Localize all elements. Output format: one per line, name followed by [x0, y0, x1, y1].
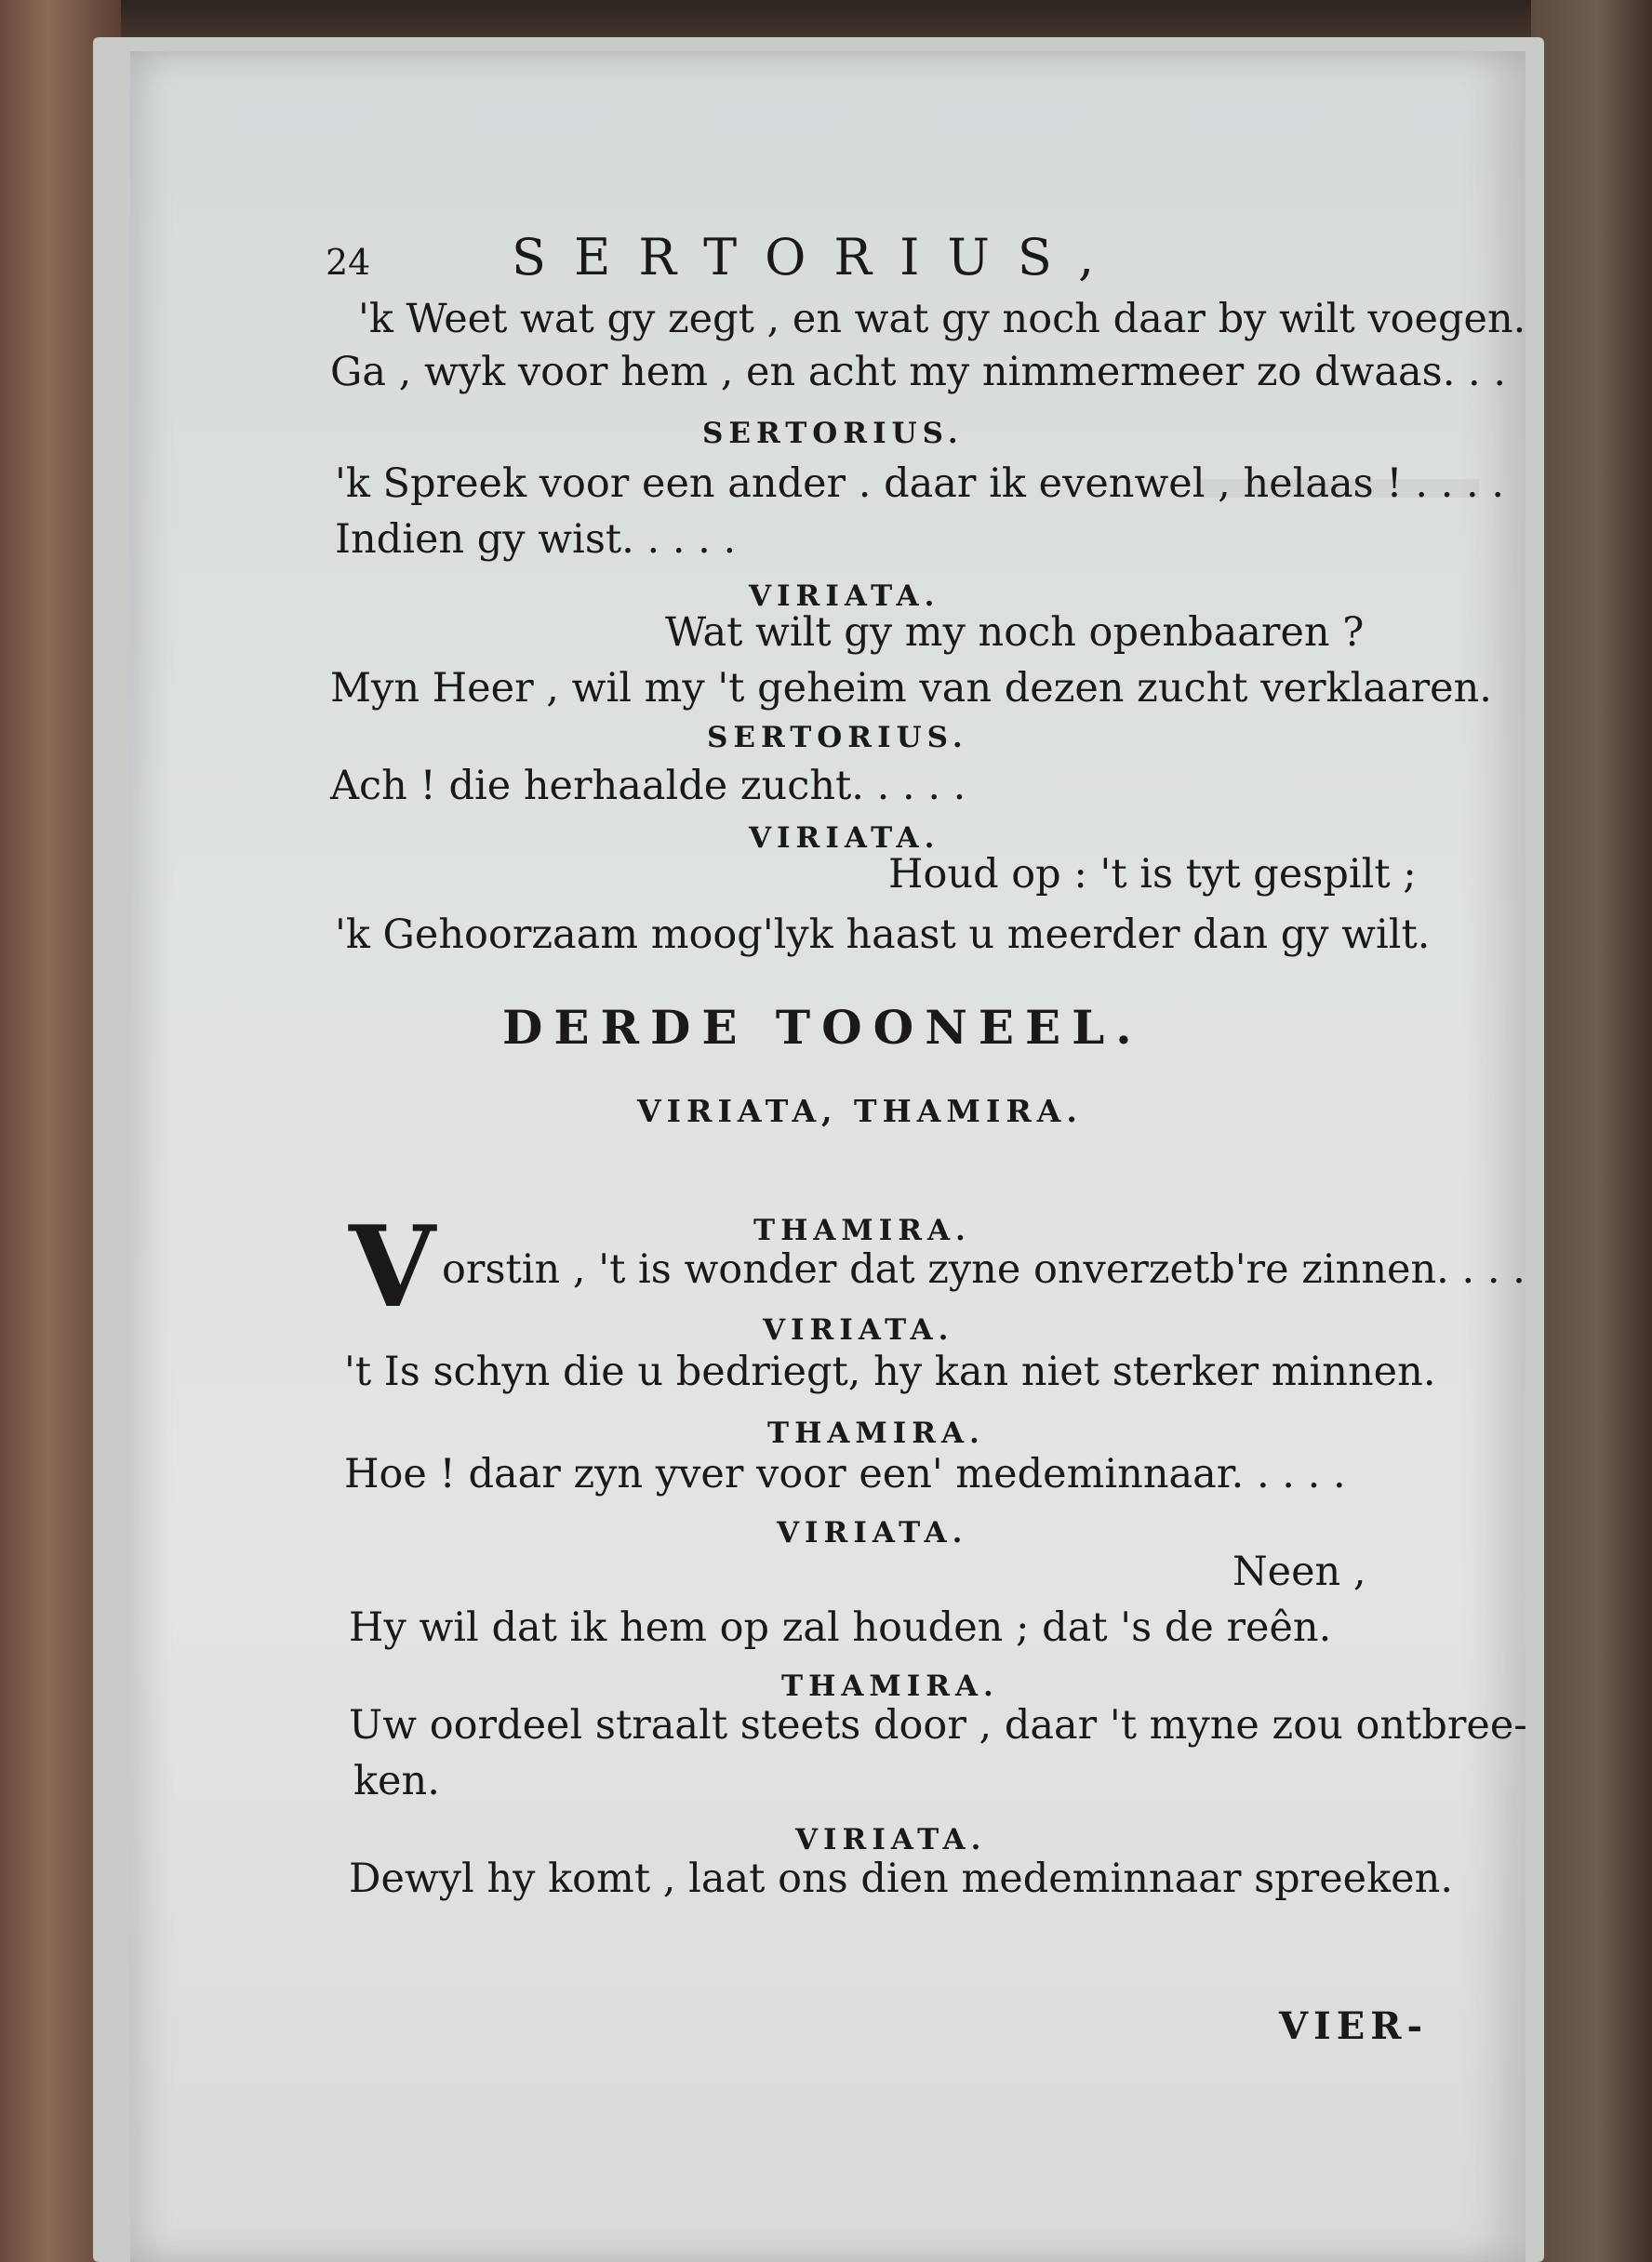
verse-line: 'k Spreek voor een ander . daar ik evenwel , helaas ! . . . .: [335, 460, 1505, 507]
speaker-name: THAMIRA.: [781, 1670, 999, 1703]
speaker-name: VIRIATA.: [749, 821, 940, 855]
speaker-name: THAMIRA.: [767, 1417, 985, 1450]
book-page: [130, 51, 1525, 2262]
running-head: SERTORIUS,: [512, 228, 1123, 286]
catchword: VIER-: [1279, 2004, 1429, 2048]
verse-line: 'k Gehoorzaam moog'lyk haast u meerder dan gy wilt.: [335, 911, 1431, 958]
verse-line: Myn Heer , wil my 't geheim van dezen zucht verklaaren.: [330, 665, 1492, 712]
page-number: 24: [326, 242, 371, 283]
verse-line: Neen ,: [1232, 1549, 1366, 1595]
verse-line: Indien gy wist. . . . .: [335, 516, 737, 563]
scene-title: DERDE TOONEEL.: [502, 1000, 1143, 1055]
verse-line: Ga , wyk voor hem , en acht my nimmermeer zo dwaas. . .: [330, 349, 1507, 395]
drop-cap: V: [349, 1202, 436, 1333]
verse-line: Uw oordeel straalt steets door , daar 't myne zou ontbree-: [349, 1702, 1527, 1749]
verse-line: Hy wil dat ik hem op zal houden ; dat 's de reên.: [349, 1604, 1332, 1651]
verse-line: ken.: [353, 1758, 440, 1804]
verse-line: Dewyl hy komt , laat ons dien medeminnaar spreeken.: [349, 1856, 1453, 1902]
speaker-name: THAMIRA.: [753, 1214, 971, 1247]
verse-line: Ach ! die herhaalde zucht. . . . .: [330, 763, 966, 809]
verse-line: Wat wilt gy my noch openbaaren ?: [665, 609, 1365, 656]
speaker-name: VIRIATA.: [777, 1516, 968, 1550]
speaker-name: VIRIATA.: [749, 579, 940, 613]
verse-line: 't Is schyn die u bedriegt, hy kan niet sterker minnen.: [344, 1349, 1436, 1395]
verse-line: 'k Weet wat gy zegt , en wat gy noch daar by wilt voegen.: [358, 296, 1526, 342]
speaker-name: VIRIATA.: [795, 1823, 987, 1856]
scene-cast: VIRIATA, THAMIRA.: [637, 1093, 1083, 1129]
speaker-name: VIRIATA.: [763, 1313, 954, 1347]
verse-line: Hoe ! daar zyn yver voor een' medeminnaar. . . . .: [344, 1451, 1346, 1497]
speaker-name: SERTORIUS.: [707, 721, 968, 754]
verse-line: Houd op : 't is tyt gespilt ;: [888, 851, 1417, 898]
verse-line: orstin , 't is wonder dat zyne onverzetb're zinnen. . . .: [442, 1246, 1525, 1293]
background-binding-right: [1531, 0, 1652, 2262]
speaker-name: SERTORIUS.: [702, 417, 964, 450]
